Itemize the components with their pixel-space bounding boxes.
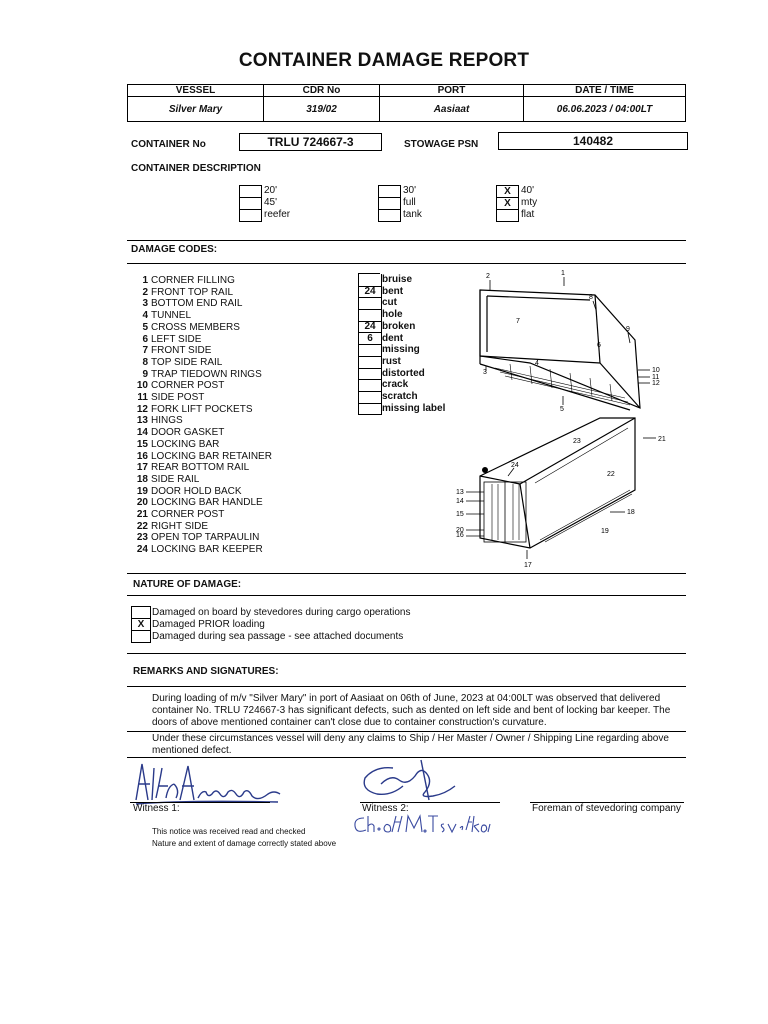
stowage-value: 140482 xyxy=(498,132,688,150)
damage-code-number: 10 xyxy=(136,380,148,392)
damage-code-item xyxy=(134,532,259,544)
signature-witness2 xyxy=(355,756,495,804)
damage-code-label: TRAP TIEDOWN RINGS xyxy=(151,368,262,380)
divider xyxy=(127,731,686,732)
desc-label-tank: tank xyxy=(403,209,422,220)
damage-code-label: CORNER POST xyxy=(151,380,225,392)
page-title: CONTAINER DAMAGE REPORT xyxy=(238,50,530,71)
nature-label: NATURE OF DAMAGE: xyxy=(133,579,242,590)
damage-code-item xyxy=(134,287,233,299)
diagram-label: 23 xyxy=(573,438,581,445)
damage-code-number: 16 xyxy=(136,450,148,462)
damage-code-label: LEFT SIDE xyxy=(151,333,202,345)
damage-code-item xyxy=(134,427,224,439)
damage-code-label: SIDE RAIL xyxy=(151,473,200,485)
desc-label-flat: flat xyxy=(521,209,535,220)
remarks-label: REMARKS AND SIGNATURES: xyxy=(133,666,279,677)
divider xyxy=(127,240,686,241)
desc-checkbox-flat[interactable] xyxy=(496,209,519,222)
damage-code-item xyxy=(134,298,243,310)
damage-code-label: HINGS xyxy=(151,415,183,427)
damage-code-number: 15 xyxy=(136,438,148,450)
damage-code-item xyxy=(134,474,199,486)
desc-label-mty: mty xyxy=(521,197,538,208)
damage-code-label: OPEN TOP TARPAULIN xyxy=(151,532,260,544)
damage-code-label: REAR BOTTOM RAIL xyxy=(151,462,250,474)
damage-code-item xyxy=(134,322,240,334)
damage-type-label: cut xyxy=(382,297,397,309)
diagram-label: 7 xyxy=(516,318,520,325)
damage-code-number: 4 xyxy=(142,310,148,322)
diagram-label: 13 xyxy=(456,489,464,496)
damage-type-label: missing label xyxy=(382,402,446,414)
damage-code-number: 13 xyxy=(136,415,148,427)
damage-type-code-box[interactable]: 6 xyxy=(358,333,382,346)
damage-code-label: DOOR GASKET xyxy=(151,427,225,439)
desc-label-45: 45' xyxy=(264,197,278,208)
damage-code-item xyxy=(134,334,201,346)
damage-code-item xyxy=(134,415,183,427)
damage-code-number: 18 xyxy=(136,473,148,485)
damage-type-label: hole xyxy=(382,309,403,321)
damage-type-code-box[interactable]: 24 xyxy=(358,321,382,334)
diagram-label: 15 xyxy=(456,511,464,518)
damage-code-item xyxy=(134,310,191,322)
damage-type-label: bent xyxy=(382,285,404,297)
notice-line2: Nature and extent of damage correctly stated above xyxy=(152,839,337,848)
damage-code-number: 20 xyxy=(136,497,148,509)
container-diagram xyxy=(450,268,682,573)
damage-code-label: BOTTOM END RAIL xyxy=(151,298,243,310)
damage-code-item xyxy=(134,275,235,287)
damage-code-label: LOCKING BAR xyxy=(151,438,220,450)
desc-checkbox-tank[interactable] xyxy=(378,209,401,222)
diagram-label: 24 xyxy=(511,462,519,469)
desc-label-40: 40' xyxy=(521,185,535,196)
date-value: 06.06.2023 / 04:00LT xyxy=(524,97,686,122)
damage-code-label: CROSS MEMBERS xyxy=(151,321,240,333)
damage-code-number: 21 xyxy=(136,509,148,520)
foreman-label: Foreman of stevedoring company xyxy=(532,803,681,814)
vessel-value: Silver Mary xyxy=(128,97,264,122)
damage-code-number: 9 xyxy=(142,368,148,380)
handwritten-name-witness2 xyxy=(352,812,492,838)
desc-label-30: 30' xyxy=(403,185,417,196)
damage-type-label: dent xyxy=(382,332,404,344)
damage-code-item xyxy=(134,521,208,533)
divider xyxy=(127,595,686,596)
damage-type-label: crack xyxy=(382,379,409,391)
damage-code-number: 19 xyxy=(136,485,148,497)
damage-code-label: LOCKING BAR KEEPER xyxy=(151,544,263,556)
damage-code-number: 23 xyxy=(136,532,148,544)
damage-type-label: scratch xyxy=(382,391,418,402)
divider xyxy=(127,263,686,264)
damage-code-item xyxy=(134,497,263,509)
desc-label-20: 20' xyxy=(264,185,278,196)
damage-code-label: SIDE POST xyxy=(151,392,205,403)
damage-code-number: 8 xyxy=(142,356,148,368)
damage-code-item xyxy=(134,451,272,463)
nature-label-sea-passage: Damaged during sea passage - see attached documents xyxy=(152,631,404,642)
diagram-label: 17 xyxy=(524,562,532,569)
container-no-value: TRLU 724667-3 xyxy=(239,133,382,151)
damage-code-item xyxy=(134,439,219,451)
date-label: DATE / TIME xyxy=(524,85,686,97)
damage-code-label: DOOR HOLD BACK xyxy=(151,485,242,497)
damage-code-item xyxy=(134,369,262,381)
desc-label-full: full xyxy=(403,197,416,208)
diagram-label: 14 xyxy=(456,498,464,505)
cdr-label: CDR No xyxy=(264,85,380,97)
damage-code-number: 14 xyxy=(136,427,148,439)
damage-code-label: TOP SIDE RAIL xyxy=(151,356,223,368)
damage-type-label: bruise xyxy=(382,274,413,285)
damage-code-number: 2 xyxy=(142,286,148,298)
signature-witness1 xyxy=(128,760,288,808)
damage-code-number: 1 xyxy=(142,275,148,286)
damage-code-item xyxy=(134,392,204,404)
diagram-label: 3 xyxy=(483,369,487,376)
damage-type-label: broken xyxy=(382,320,416,332)
damage-code-number: 22 xyxy=(136,520,148,532)
desc-checkbox-mty[interactable]: X xyxy=(496,197,519,210)
damage-code-item xyxy=(134,486,242,498)
damage-code-number: 12 xyxy=(136,403,148,415)
damage-code-number: 11 xyxy=(137,392,148,403)
nature-checkbox-sea-passage[interactable] xyxy=(131,630,151,643)
damage-code-label: CORNER POST xyxy=(151,509,225,520)
diagram-label: 19 xyxy=(601,528,609,535)
damage-type-label: distorted xyxy=(382,367,425,379)
damage-code-item xyxy=(134,462,249,474)
damage-code-label: LOCKING BAR RETAINER xyxy=(151,450,272,462)
damage-code-item xyxy=(134,404,253,416)
damage-code-item xyxy=(134,544,263,556)
witness2-label: Witness 2: xyxy=(362,803,409,814)
diagram-label: 1 xyxy=(561,270,565,277)
divider xyxy=(127,686,686,687)
diagram-label: 18 xyxy=(627,509,635,516)
vessel-label: VESSEL xyxy=(128,85,264,97)
damage-code-label: CORNER FILLING xyxy=(151,275,235,286)
diagram-label: 22 xyxy=(607,471,615,478)
port-label: PORT xyxy=(380,85,524,97)
desc-checkbox-40[interactable]: X xyxy=(496,185,519,198)
damage-code-label: LOCKING BAR HANDLE xyxy=(151,497,263,509)
damage-type-code-box[interactable]: 24 xyxy=(358,286,382,299)
damage-code-label: RIGHT SIDE xyxy=(151,520,209,532)
description-label: CONTAINER DESCRIPTION xyxy=(131,163,261,174)
damage-type-label: missing xyxy=(382,344,420,356)
nature-checkbox-prior-loading[interactable]: X xyxy=(131,618,151,631)
damage-code-number: 24 xyxy=(136,544,148,556)
damage-code-label: FRONT SIDE xyxy=(151,345,212,357)
remark-text: During loading of m/v "Silver Mary" in port of Aasiaat on 06th of June, 2023 at 04:00LT was observed that delivered container No. TRLU 724667-3 has significant defects, such as dented on left side and bent of locking bar keeper. The doors of above mentioned container can't close due to container construction's curvature. xyxy=(152,693,671,728)
desc-label-reefer: reefer xyxy=(264,209,291,220)
damage-code-item xyxy=(134,509,224,521)
divider xyxy=(127,653,686,654)
damage-code-number: 7 xyxy=(142,345,148,357)
diagram-label: 21 xyxy=(658,436,666,443)
damage-codes-label: DAMAGE CODES: xyxy=(131,244,218,255)
damage-code-item xyxy=(134,345,211,357)
damage-code-number: 3 xyxy=(142,298,148,310)
damage-code-number: 17 xyxy=(136,462,148,474)
notice-line1: This notice was received read and checked xyxy=(152,827,306,836)
diagram-label: 5 xyxy=(560,406,564,413)
stowage-label: STOWAGE PSN xyxy=(404,139,479,150)
damage-code-item xyxy=(134,380,224,392)
port-value: Aasiaat xyxy=(380,97,524,122)
damage-type-label: rust xyxy=(382,355,401,367)
witness1-label: Witness 1: xyxy=(133,803,180,814)
diagram-label: 9 xyxy=(626,326,630,333)
damage-code-label: TUNNEL xyxy=(151,310,192,322)
remark-text-claims: Under these circumstances vessel will deny any claims to Ship / Her Master / Owner / Shipping Line regarding above mentioned defect. xyxy=(152,733,669,756)
diagram-label: 2 xyxy=(486,273,490,280)
header-table xyxy=(127,84,686,122)
diagram-label: 4 xyxy=(535,360,539,367)
diagram-label: 11 xyxy=(652,374,660,381)
diagram-label: 12 xyxy=(652,380,660,387)
nature-label-stevedores: Damaged on board by stevedores during cargo operations xyxy=(152,607,411,618)
diagram-label: 8 xyxy=(589,294,593,301)
diagram-label: 20 xyxy=(456,527,464,534)
diagram-label: 16 xyxy=(456,532,464,539)
damage-code-label: FRONT TOP RAIL xyxy=(151,286,234,298)
cdr-value: 319/02 xyxy=(264,97,380,122)
damage-code-number: 5 xyxy=(142,321,148,333)
damage-type-code-box[interactable] xyxy=(358,403,382,416)
damage-code-item xyxy=(134,357,222,369)
desc-checkbox-reefer[interactable] xyxy=(239,209,262,222)
damage-code-number: 6 xyxy=(142,333,148,345)
diagram-label: 6 xyxy=(597,342,601,349)
damage-code-label: FORK LIFT POCKETS xyxy=(151,403,253,415)
diagram-label: 10 xyxy=(652,367,660,374)
container-no-label: CONTAINER No xyxy=(131,139,206,150)
nature-label-prior-loading: Damaged PRIOR loading xyxy=(152,619,265,630)
divider xyxy=(127,573,686,574)
